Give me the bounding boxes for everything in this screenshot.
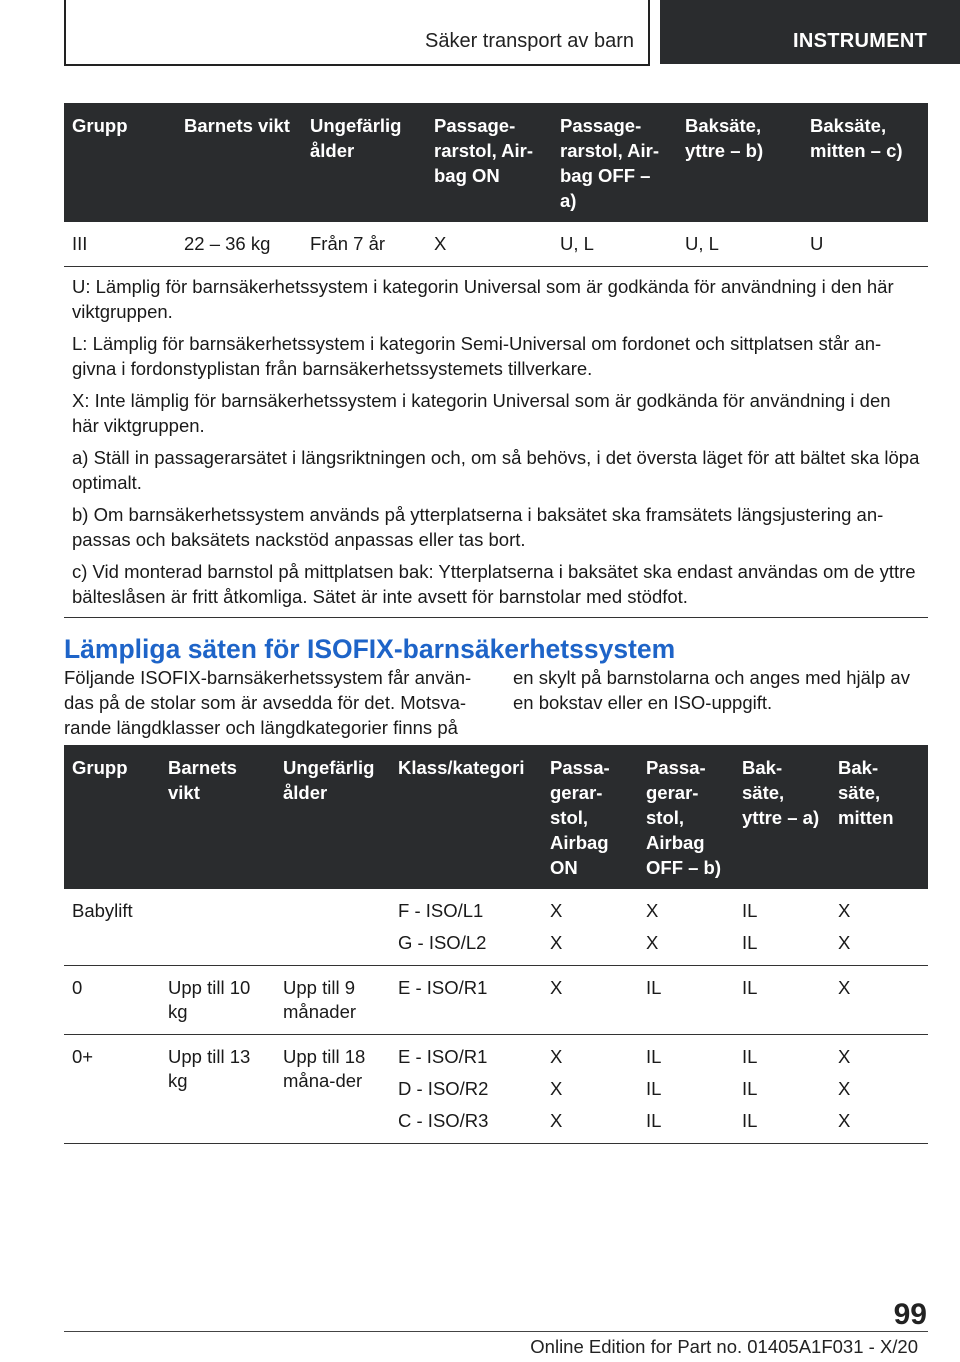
cell-grupp: 0+ (64, 1035, 160, 1144)
table-notes-row (64, 267, 928, 618)
cell-airbag-off: IL (638, 966, 734, 1035)
cell-alder (275, 889, 390, 966)
note-b: b) Om barnsäkerhetssystem används på ytterplatserna i baksätet ska framsätets längsjustering an-passas och baksätets nackstöd anpassas eller tas bort. (72, 504, 884, 550)
header-grupp: Grupp (64, 103, 176, 222)
footer-edition: Online Edition for Part no. 01405A1F031 - X/20 (530, 1336, 918, 1357)
cell-airbag-on: X (426, 222, 552, 267)
section-label: INSTRUMENT (793, 30, 928, 52)
cell-rear-middle: X X (830, 889, 928, 966)
cell-airbag-on: X X (542, 889, 638, 966)
cell-airbag-on: X X X (542, 1035, 638, 1144)
header-rear-middle: Bak-säte, mitten (830, 745, 928, 889)
note-a: a) Ställ in passagerarsätet i längsriktningen och, om så behövs, i det översta läget för att bältet ska löpa optimalt. (72, 447, 920, 493)
cell-airbag-on: X (542, 966, 638, 1035)
header-klass: Klass/kategori (390, 745, 542, 889)
child-seat-table-group-3 (64, 103, 928, 618)
cell-grupp: III (64, 222, 176, 267)
cell-rear-outer: U, L (677, 222, 802, 267)
isofix-seat-table (64, 745, 928, 1144)
header-alder: Ungefärlig ålder (275, 745, 390, 889)
chapter-title: Säker transport av barn (425, 30, 634, 52)
cell-airbag-off: X X (638, 889, 734, 966)
table-header-row (64, 103, 928, 222)
table-row (64, 966, 928, 1035)
cell-alder: Från 7 år (302, 222, 426, 267)
header-rear-middle: Baksäte, mitten – c) (802, 103, 928, 222)
header-grupp: Grupp (64, 745, 160, 889)
cell-rear-outer: IL IL IL (734, 1035, 830, 1144)
cell-alder: Upp till 9 månader (275, 966, 390, 1035)
section-title: Lämpliga säten för ISOFIX-barnsäkerhetssystem (64, 634, 676, 664)
cell-rear-middle: X (830, 966, 928, 1035)
cell-rear-outer: IL (734, 966, 830, 1035)
header-vikt: Barnets vikt (176, 103, 302, 222)
cell-klass: E - ISO/R1 (390, 966, 542, 1035)
intro-paragraph-left: Följande ISOFIX-barnsäkerhetssystem får använ-das på de stolar som är avsedda för det. Motsva-rande längdklasser och längdkategorier finns på (64, 667, 472, 738)
table-row (64, 1035, 928, 1144)
cell-grupp: Babylift (64, 889, 160, 966)
cell-rear-middle: U (802, 222, 928, 267)
chapter-header (64, 0, 650, 66)
note-x: X: Inte lämplig för barnsäkerhetssystem i kategorin Universal som är godkända för användning i den här viktgruppen. (72, 390, 891, 436)
header-rear-outer: Baksäte, yttre – b) (677, 103, 802, 222)
cell-klass: E - ISO/R1 D - ISO/R2 C - ISO/R3 (390, 1035, 542, 1144)
table-row (64, 889, 928, 966)
section-tab (660, 0, 960, 64)
cell-grupp: 0 (64, 966, 160, 1035)
cell-airbag-off: U, L (552, 222, 677, 267)
header-vikt: Barnets vikt (160, 745, 275, 889)
intro-paragraph-right: en skylt på barnstolarna och anges med hjälp av en bokstav eller en ISO-uppgift. (513, 667, 910, 713)
table-notes (64, 267, 928, 618)
cell-klass: F - ISO/L1 G - ISO/L2 (390, 889, 542, 966)
table-row (64, 222, 928, 267)
cell-vikt: 22 – 36 kg (176, 222, 302, 267)
footer-divider (64, 1331, 928, 1332)
page-number: 99 (893, 1298, 927, 1331)
cell-airbag-off: IL IL IL (638, 1035, 734, 1144)
header-passenger-airbag-on: Passage-rarstol, Air-bag ON (426, 103, 552, 222)
header-rear-outer: Bak-säte, yttre – a) (734, 745, 830, 889)
note-c: c) Vid monterad barnstol på mittplatsen bak: Ytterplatserna i baksätet ska endast användas om de yttre bälteslåsen är fritt åtkomliga. Sätet är inte avsett för barnstolar med stödfot. (72, 561, 916, 607)
cell-alder: Upp till 18 måna-der (275, 1035, 390, 1144)
cell-rear-outer: IL IL (734, 889, 830, 966)
header-passenger-airbag-off: Passa-gerar-stol, Airbag OFF – b) (638, 745, 734, 889)
header-alder: Ungefärlig ålder (302, 103, 426, 222)
cell-vikt: Upp till 13 kg (160, 1035, 275, 1144)
cell-vikt: Upp till 10 kg (160, 966, 275, 1035)
table-header-row (64, 745, 928, 889)
cell-vikt (160, 889, 275, 966)
note-u: U: Lämplig för barnsäkerhetssystem i kategorin Universal som är godkända för användning i den här viktgruppen. (72, 276, 894, 322)
header-passenger-airbag-off: Passage-rarstol, Air-bag OFF – a) (552, 103, 677, 222)
header-passenger-airbag-on: Passa-gerar-stol, Airbag ON (542, 745, 638, 889)
cell-rear-middle: X X X (830, 1035, 928, 1144)
note-l: L: Lämplig för barnsäkerhetssystem i kategorin Semi-Universal om fordonet och sittplatsen står an-givna i fordonstyplistan från barnsäkerhetssystemets tillverkare. (72, 333, 882, 379)
